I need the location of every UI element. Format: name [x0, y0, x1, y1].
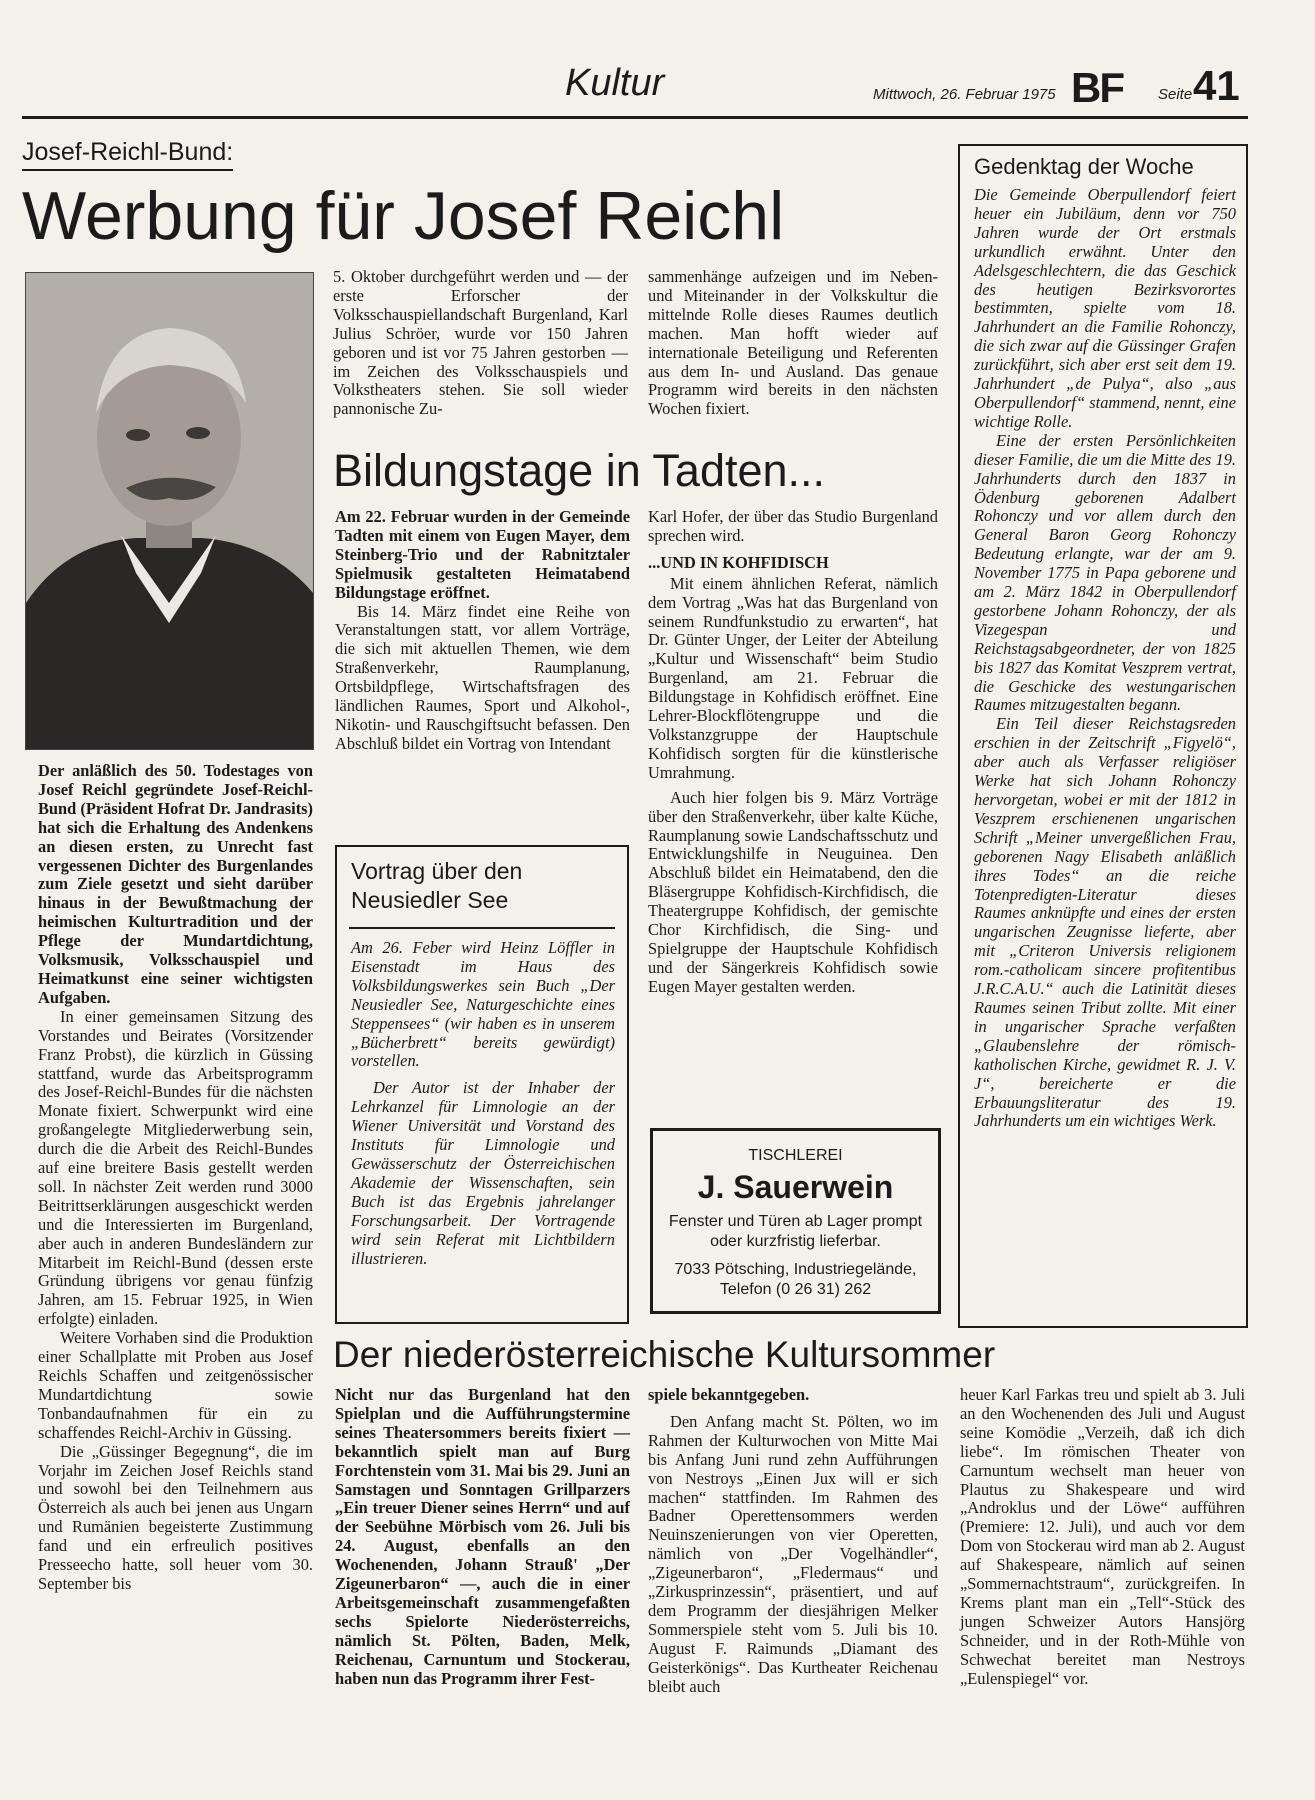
main-article-paragraph: 5. Oktober durchgeführt werden und — der erste Erforscher der Volksschauspiellandschaft Burgenland, Karl Julius Schröer, wurde vor 150 Jahren geboren und ist vor 75 Jahren gestorben — im Zeichen des Volksschauspiels und Volkstheaters stehen. Sie soll wieder pannonische Zu-: [333, 267, 628, 419]
main-article-column-3: [648, 268, 938, 419]
main-article-column-1: [38, 762, 313, 1594]
advertisement: [650, 1128, 941, 1314]
tadten-paragraph: Karl Hofer, der über das Studio Burgenland sprechen wird.: [648, 507, 938, 545]
vortrag-box: [335, 845, 629, 1324]
kultursommer-lead: Nicht nur das Burgenland hat den Spielplan und die Aufführungstermine seines Theatersommers bereits fixiert — bekanntlich spielt man auf Burg Forchtenstein vom 31. Mai bis 29. Juni an Samstagen und Sonntagen Grillparzers „Ein treuer Diener seines Herrn“ und auf der Seebühne Mörbisch vom 26. Juli bis 24. August, ebenfalls an den Wochenenden, Johann Strauß' „Der Zigeunerbaron“ —, auch die in einer Arbeitsgemeinschaft zusammengefaßten sechs Spielorte Niederösterreichs, nämlich St. Pölten, Baden, Melk, Reichenau, Carnuntum und Stockerau, haben nun das Programm ihrer Fest-: [335, 1385, 630, 1688]
gedenktag-body: [974, 186, 1236, 1131]
vortrag-paragraph: Am 26. Feber wird Heinz Löffler in Eisenstadt im Haus des Volksbildungswerkes sein Buch „Der Neusiedler See, Naturgeschichte eines Steppensees“ (wir haben es in unserem „Bücherbrett“ bereits gewürdigt) vorstellen.: [351, 938, 615, 1071]
main-article-paragraph: In einer gemeinsamen Sitzung des Vorstandes und Beirates (Vorsitzender Franz Probst), die kürzlich in Güssing stattfand, wurde das Arbeitsprogramm des Josef-Reichl-Bundes für die nächsten Monate fixiert. Schwerpunkt wird eine großangelegte Mitgliederwerbung sein, durch die die Arbeit des Reichl-Bundes auf eine breitere Basis gestellt werden soll. In nächster Zeit werden rund 3000 Beitrittserklärungen ausgeschickt werden und die Interessierten im Burgenland, aber auch in anderen Bundesländern zur Mitarbeit im Reichl-Bund (dessen erste Gründung übrigens vor genau fünfzig Jahren, am 15. Februar 1925, in Wien erfolgte) einladen.: [38, 1006, 313, 1329]
kultursommer-column-1: [335, 1386, 630, 1689]
kultursommer-headline: Der niederösterreichische Kultursommer: [333, 1334, 996, 1375]
main-article-paragraph: Die „Güssinger Begegnung“, die im Vorjahr im Zeichen Josef Reichls stand und sowohl bei den Teilnehmern aus Österreich als auch bei jenen aus Ungarn und Rumänien begeisterte Zustimmung fand und ein erfreulich positives Presseecho hatte, soll heuer vom 30. September bis: [38, 1441, 313, 1593]
tadten-subhead: ...UND IN KOHFIDISCH: [648, 552, 829, 572]
main-article-paragraph: Weitere Vorhaben sind die Produktion einer Schallplatte mit Proben aus Josef Reichls Schaffen und zeitgenössischer Mundartdichtung sowie Tonbandaufnahmen für ein zu schaffendes Reichl-Archiv in Güssing.: [38, 1328, 313, 1442]
kultursommer-column-2: [648, 1386, 938, 1697]
ad-tagline: Fenster und Türen ab Lager prompt oder kurzfristig lieferbar.: [668, 1213, 923, 1250]
kultursommer-paragraph: Den Anfang macht St. Pölten, wo im Rahmen der Kulturwochen von Mitte Mai bis Anfang Juni rund zehn Aufführungen von Nestroys „Einen Jux will er sich machen“ stattfinden. Im Rahmen des Badner Operettensommers werden Neuinszenierungen von vier Operetten, nämlich von „Der Vogelhändler“, „Zigeunerbaron“, „Fledermaus“ und „Zirkusprinzessin“, präsentiert, und auf dem Programm der diesjährigen Melker Sommerspiele steht vom 5. Juli bis 10. August F. Raimunds „Diamant des Geisterkönigs“. Das Kurtheater Reichenau bleibt auch: [648, 1411, 938, 1696]
tadten-paragraph: Mit einem ähnlichen Referat, nämlich dem Vortrag „Was hat das Burgenland von seinem Rundfunkstudio zu erwarten“, hat Dr. Günter Unger, der Leiter der Abteilung „Kultur und Wissenschaft“ beim Studio Burgenland, am 21. Februar die Bildungstage in Kohfidisch eröffnet. Eine Lehrer-Blockflötengruppe und die Volkstanzgruppe der Hauptschule Kohfidisch sorgten für die künstlerische Umrahmung.: [648, 573, 938, 782]
tadten-paragraph: Auch hier folgen bis 9. März Vorträge über den Straßenverkehr, über kalte Küche, Raumplanung sowie Landschaftsschutz und Entwicklungshilfe in Neuguinea. Den Abschluß bildet ein Heimatabend, den die Bläsergruppe Kohfidisch-Kirchfidisch, die Theatergruppe Kohfidisch, der gemischte Chor Kirchfidisch, die Sing- und Spielgruppe der Hauptschule Kohfidisch und der Sängerkreis Kohfidisch sowie Eugen Mayer gestalten werden.: [648, 787, 938, 996]
ad-company-name: J. Sauerwein: [697, 1169, 894, 1205]
main-article-paragraph: sammenhänge aufzeigen und im Neben- und Miteinander in der Volkskultur die mittelnde Rolle dieses Raumes deutlich machen. Man hofft wieder auf internationale Beteiligung und Referenten aus dem In- und Ausland. Das genaue Programm wird bereits in den nächsten Wochen fixiert.: [648, 267, 938, 419]
gedenktag-paragraph: Ein Teil dieser Reichstagsreden erschien in der Zeitschrift „Figyelö“, aber auch als Verfasser religiöser Werke hat sich Johann Rohonczy hervorgetan, wobei er mit der 1812 in Veszprem erschienenen ungarischen Schrift „Meiner unvergeßlichen Frau, geborenen Nagy Elisabeth anläßlich ihres Todes“ an die reiche Totenpredigten-Literatur dieses Raumes anknüpfte und eines der ersten ungarischen Zeugnisse lieferte, aber mit „Criteron Universis religionem rom.-catholicam sincere profitentibus J.R.C.A.U.“ auch die Latinität dieses Raumes seinen Tribut zollte. Mit einer in ungarischer Sprache verfaßten „Glaubenslehre der römisch-katholischen Kirche, gewidmet R. J. V. J“, bereicherte er die Erbauungsliteratur des 19. Jahrhunderts um ein wichtiges Werk.: [974, 714, 1236, 1131]
gedenktag-paragraph: Die Gemeinde Oberpullendorf feiert heuer ein Jubiläum, denn vor 750 Jahren wurde der Ort erstmals urkundlich erwähnt. Unter den Adelsgeschlechtern, die das Geschick des heutigen Bezirksvorortes bestimmten, spielte vom 18. Jahrhundert an die Familie Rohonczy, die sich zwar auf die Güssinger Grafen zurückführt, sich aber erst seit dem 19. Jahrhundert „de Pulya“, also „aus Oberpullendorf“ stammend, nennt, eine wichtige Rolle.: [974, 185, 1236, 431]
ad-address: 7033 Pötsching, Industriegelände, Telefon (0 26 31) 262: [674, 1261, 917, 1298]
gedenktag-title: Gedenktag der Woche: [974, 154, 1194, 179]
page-number: 41: [1193, 62, 1240, 109]
ad-category: TISCHLEREI: [748, 1147, 843, 1164]
tadten-column-2: [648, 508, 938, 997]
vortrag-body: [351, 939, 615, 1268]
page-label: Seite: [1158, 86, 1193, 103]
article-kicker: Josef-Reichl-Bund:: [22, 138, 233, 171]
kultursommer-column-3: [960, 1386, 1245, 1689]
portrait-illustration: [26, 273, 313, 749]
tadten-column-1: [335, 508, 630, 754]
gedenktag-paragraph: Eine der ersten Persönlichkeiten dieser Familie, die um die Mitte des 19. Jahrhunderts durch den 1837 in Ödenburg geborenen Adalbert Rohonczy und vor allem durch den General Baron Georg Rohonczy Bedeutung erlangte, war der am 9. November 1775 in Papa geborene und am 2. März 1842 in Oberpullendorf gestorbene Johann Rohonczy, der als Vizegespan und Reichstagsabgeordneter, der von 1825 bis 1827 das Komitat Veszprem vertrat, die Geschicke des westungarischen Raumes mitzugestalten begann.: [974, 430, 1236, 715]
portrait-photo: [25, 272, 314, 750]
main-article-lead: Der anläßlich des 50. Todestages von Josef Reichl gegründete Josef-Reichl-Bund (Präsident Hofrat Dr. Jandrasits) hat sich die Erhaltung des Andenkens an diesen ersten, zu Unrecht fast vergessenen Dichter des Burgenlandes zum Ziele gesetzt und sieht darüber hinaus in der Bewußtmachung der heimischen Kulturtradition und der Pflege der Mundartdichtung, Volksmusik, Volksschauspiel und Heimatkunst eine seiner wichtigsten Aufgaben.: [38, 761, 313, 1007]
vortrag-title: Vortrag über den Neusiedler See: [351, 858, 523, 913]
vortrag-paragraph: Der Autor ist der Inhaber der Lehrkanzel für Limnologie an der Wiener Universität und Vorstand des Instituts für Limnologie und Gewässerschutz der Österreichischen Akademie der Wissenschaften, sein Buch ist das Ergebnis jahrelanger Forschungsarbeit. Der Vortragende wird sein Referat mit Lichtbildern illustrieren.: [351, 1078, 615, 1268]
kultursommer-lead-continued: spiele bekanntgegeben.: [648, 1385, 810, 1404]
main-article-column-2: [333, 268, 628, 419]
vortrag-rule: [349, 927, 615, 929]
tadten-paragraph: Bis 14. März findet eine Reihe von Veranstaltungen statt, vor allem Vorträge, die sich mit aktuellen Themen, wie dem Straßenverkehr, Raumplanung, Ortsbildpflege, Wirtschaftsfragen des ländlichen Raumes, Sport und Alkohol-, Nikotin- und Rauschgiftsucht befassen. Den Abschluß bildet ein Vortrag von Intendant: [335, 601, 630, 753]
tadten-headline: Bildungstage in Tadten...: [333, 445, 826, 496]
gedenktag-box: [958, 144, 1248, 1328]
masthead-logo: BF: [1071, 64, 1123, 111]
article-headline: Werbung für Josef Reichl: [22, 178, 785, 254]
kultursommer-paragraph: heuer Karl Farkas treu und spielt ab 3. Juli an den Wochenenden des Juli und August seine Komödie „Verzeih, daß ich dich liebe“. Im römischen Theater von Carnuntum wechselt man heuer von Plautus zu Shakespeare und wird „Androklus und der Löwe“ aufführen (Premiere: 12. Juli), und auch vor dem Dom von Stockerau wird man ab 2. August auf Shakespeare, nämlich auf seinen „Sommernachtstraum“, zurückgreifen. In Krems plant man ein „Tell“-Stück des jungen Schweizer Autors Hansjörg Schneider, und in der Roth-Mühle von Schwechat bereitet man Nestroys „Eulenspiegel“ vor.: [960, 1385, 1245, 1688]
header-rule: [22, 116, 1248, 119]
section-title: Kultur: [565, 62, 665, 104]
issue-date: Mittwoch, 26. Februar 1975: [873, 86, 1056, 103]
tadten-lead: Am 22. Februar wurden in der Gemeinde Tadten mit einem von Eugen Mayer, dem Steinberg-Trio und der Rabnitztaler Spielmusik gestalteten Heimatabend Bildungstage eröffnet.: [335, 507, 630, 602]
